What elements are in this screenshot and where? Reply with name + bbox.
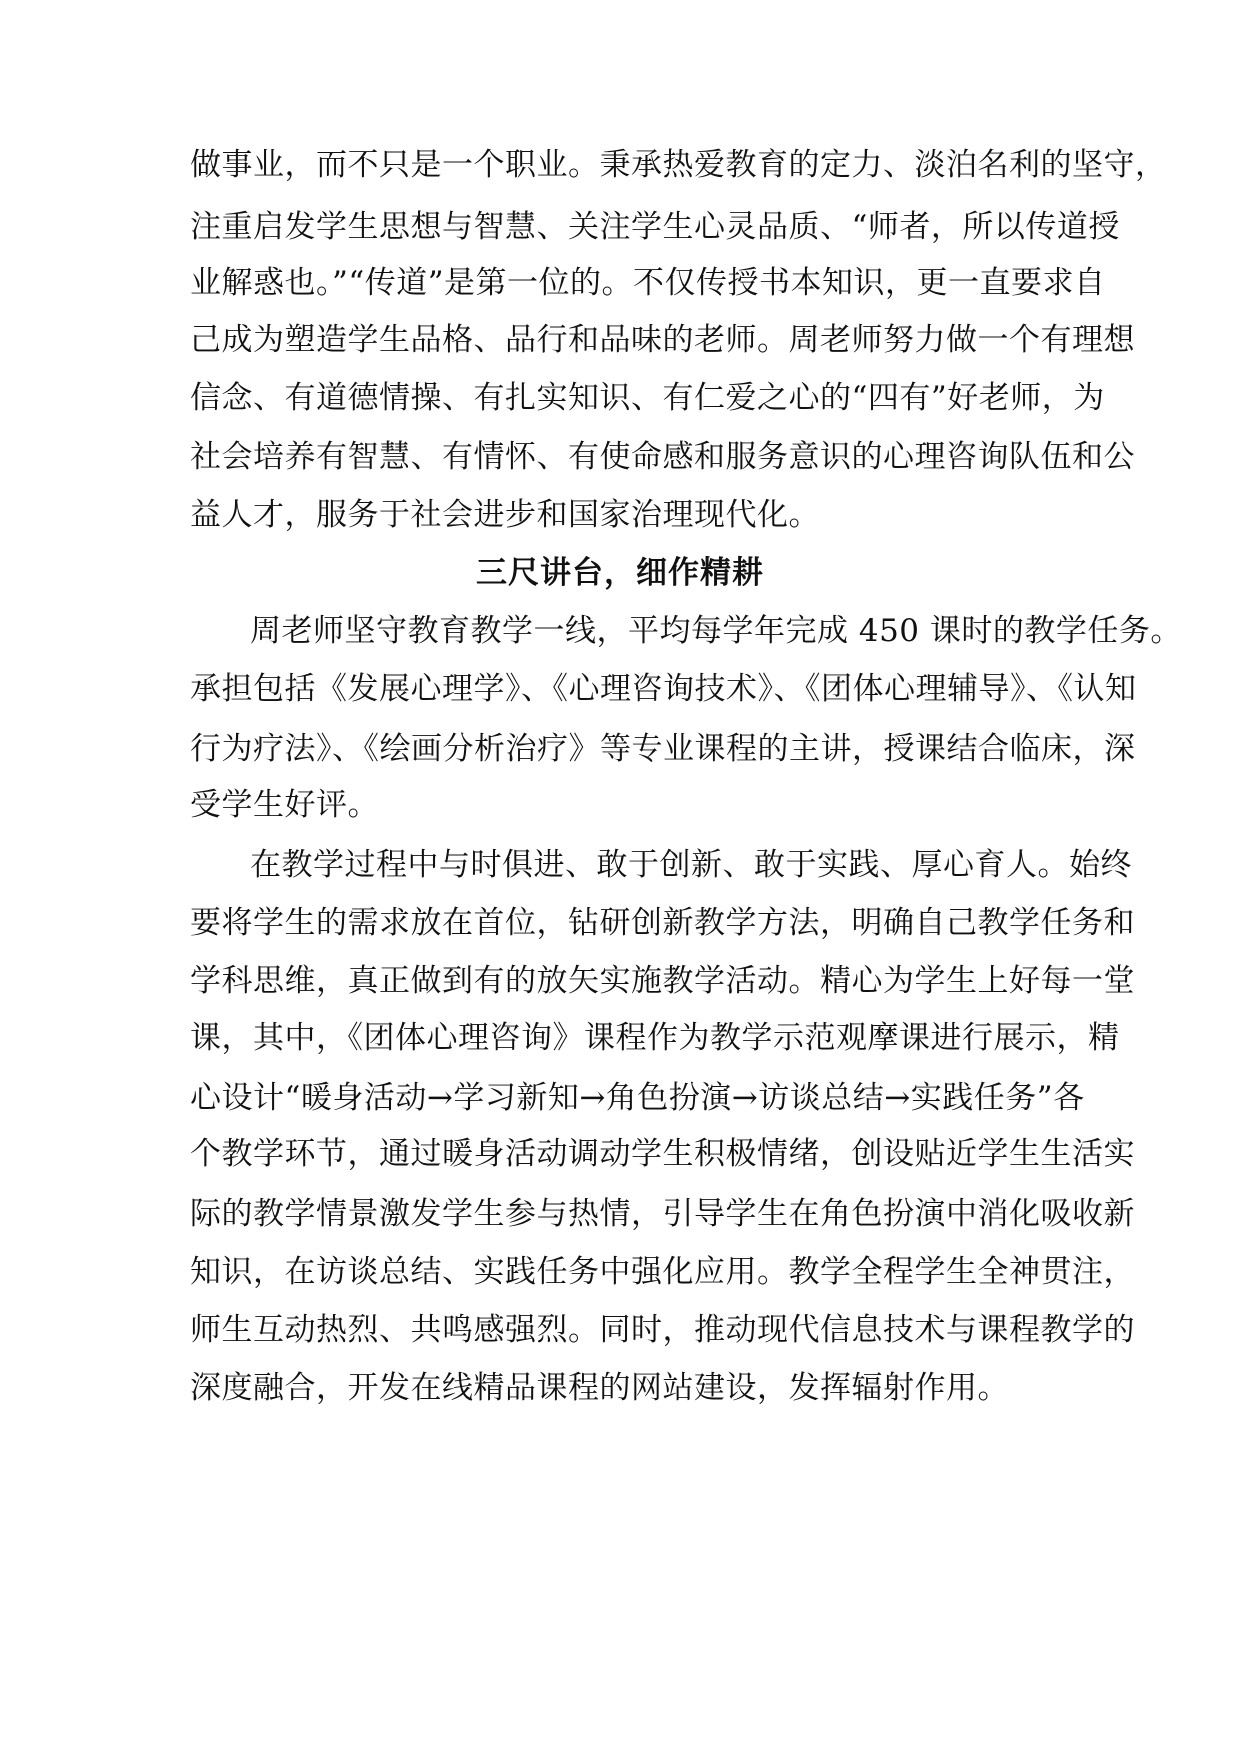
- paragraph-line: 受学生好评。: [190, 787, 379, 823]
- paragraph-line: 课，其中，《团体心理咨询》课程作为教学示范观摩课进行展示，精: [190, 1020, 1120, 1056]
- paragraph-line: 做事业，而不只是一个职业。秉承热爱教育的定力、淡泊名利的坚守，: [190, 147, 1167, 183]
- paragraph-line: 社会培养有智慧、有情怀、有使命感和服务意识的心理咨询队伍和公: [190, 439, 1135, 475]
- paragraph-line: 行为疗法》、《绘画分析治疗》等专业课程的主讲，授课结合临床，深: [190, 731, 1136, 767]
- paragraph-line: 深度融合，开发在线精品课程的网站建设，发挥辐射作用。: [190, 1370, 1009, 1406]
- paragraph-line: 业解惑也。”“传道”是第一位的。不仅传授书本知识，更一直要求自: [190, 265, 1106, 301]
- paragraph-line: 在教学过程中与时俱进、敢于创新、敢于实践、厚心育人。始终: [250, 847, 1132, 883]
- paragraph-line: 益人才，服务于社会进步和国家治理现代化。: [190, 497, 820, 533]
- paragraph-line: 知识，在访谈总结、实践任务中强化应用。教学全程学生全神贯注，: [190, 1254, 1135, 1290]
- paragraph-line: 注重启发学生思想与智慧、关注学生心灵品质、“师者，所以传道授: [190, 209, 1120, 245]
- section-heading: 三尺讲台，细作精耕: [476, 555, 764, 591]
- paragraph-line: 际的教学情景激发学生参与热情，引导学生在角色扮演中消化吸收新: [190, 1196, 1135, 1232]
- paragraph-line: 承担包括《发展心理学》、《心理咨询技术》、《团体心理辅导》、《认知: [190, 671, 1137, 707]
- paragraph-line: 己成为塑造学生品格、品行和品味的老师。周老师努力做一个有理想: [190, 322, 1135, 358]
- paragraph-line: 心设计“暖身活动→学习新知→角色扮演→访谈总结→实践任务”各: [190, 1080, 1085, 1116]
- paragraph-line: 周老师坚守教育教学一线，平均每学年完成 450 课时的教学任务。: [250, 613, 1182, 649]
- paragraph-line: 师生互动热烈、共鸣感强烈。同时，推动现代信息技术与课程教学的: [190, 1312, 1135, 1348]
- paragraph-line: 个教学环节，通过暖身活动调动学生积极情绪，创设贴近学生生活实: [190, 1136, 1135, 1172]
- paragraph-line: 学科思维，真正做到有的放矢实施教学活动。精心为学生上好每一堂: [190, 963, 1135, 999]
- paragraph-line: 要将学生的需求放在首位，钻研创新教学方法，明确自己教学任务和: [190, 905, 1135, 941]
- paragraph-line: 信念、有道德情操、有扎实知识、有仁爱之心的“四有”好老师，为: [190, 380, 1105, 416]
